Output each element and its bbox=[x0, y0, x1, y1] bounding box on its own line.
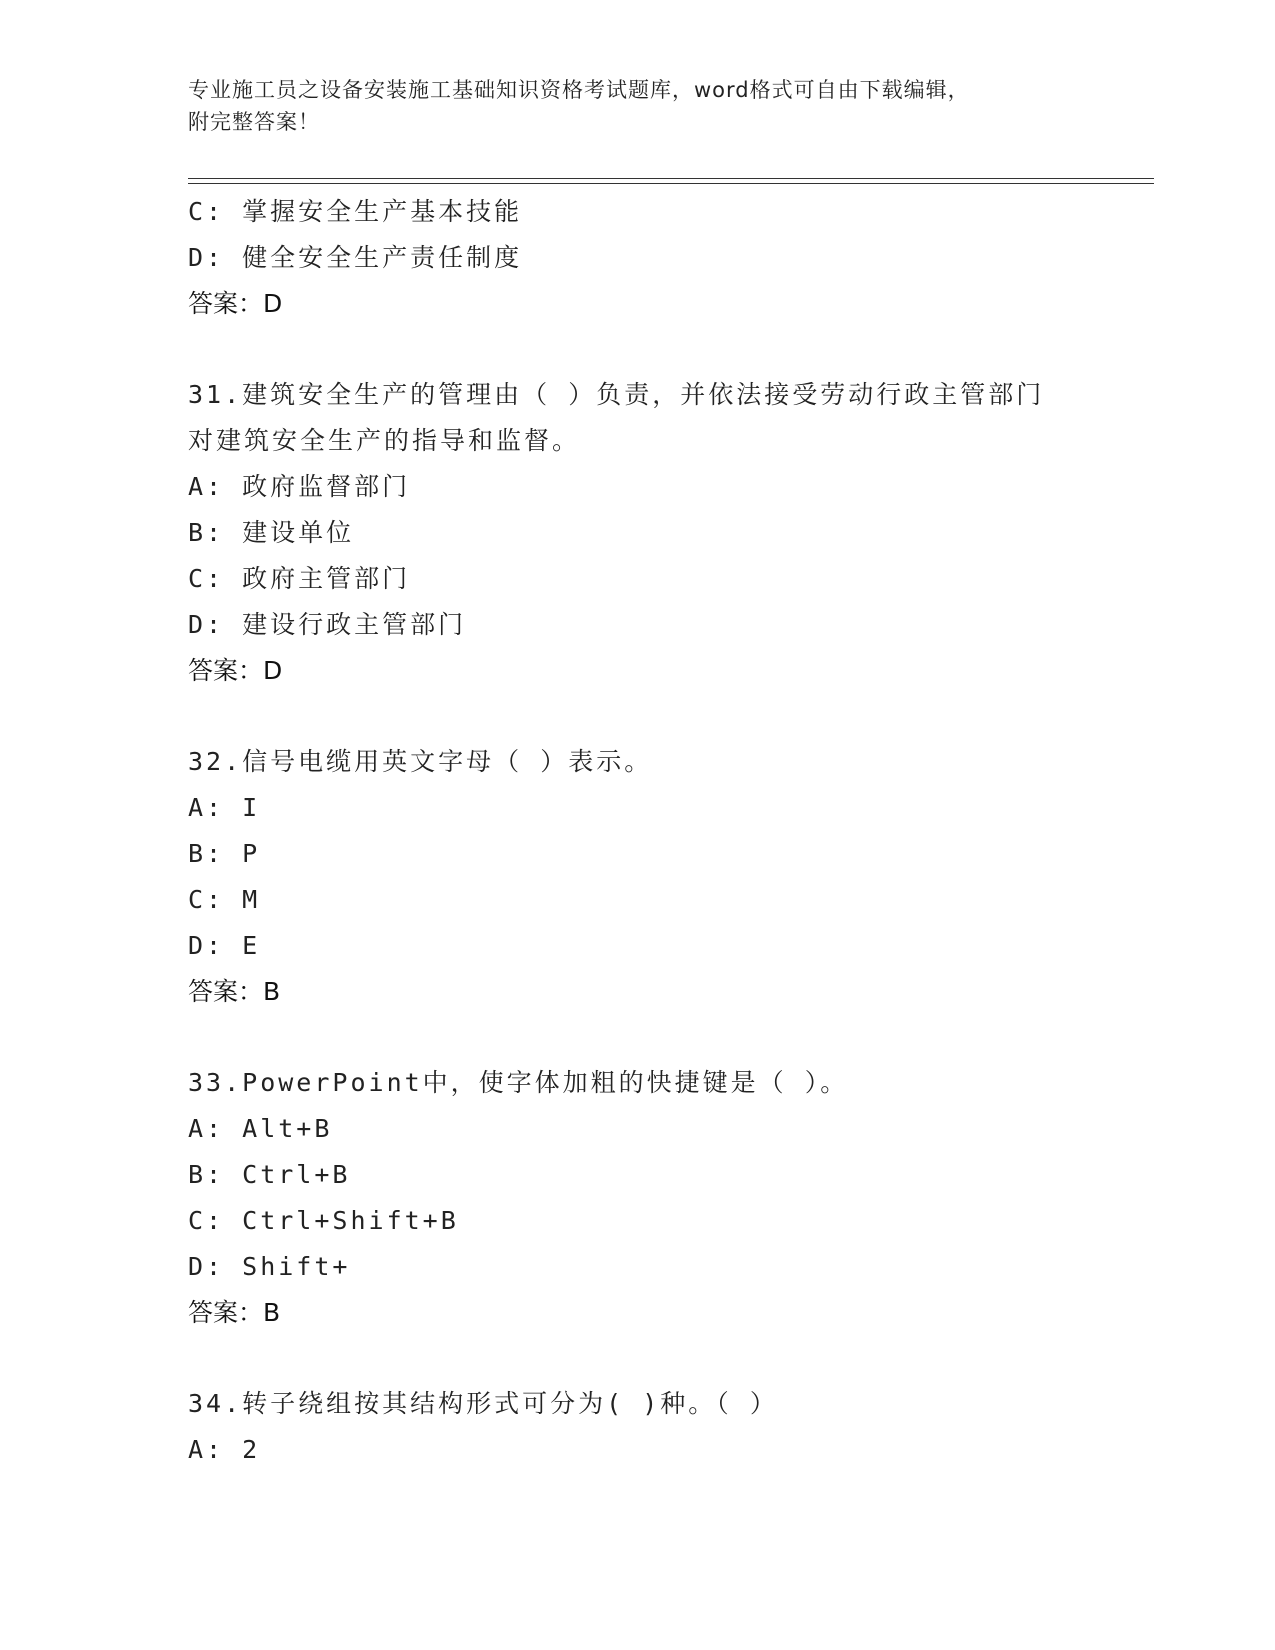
question-text: 31.建筑安全生产的管理由（ ）负责，并依法接受劳动行政主管部门 bbox=[188, 380, 1045, 409]
block-spacer bbox=[188, 694, 1088, 739]
answer-line: 答案：B bbox=[188, 977, 281, 1006]
question-block-32 bbox=[188, 739, 1088, 1015]
option-d: D: Shift+ bbox=[188, 1252, 351, 1281]
header-divider-top bbox=[188, 178, 1154, 179]
block-spacer bbox=[188, 1336, 1088, 1381]
document-header bbox=[188, 74, 1068, 138]
option-c: C: 掌握安全生产基本技能 bbox=[188, 197, 523, 226]
option-a: A: 2 bbox=[188, 1435, 261, 1464]
header-divider-bottom bbox=[188, 183, 1154, 184]
question-block-33 bbox=[188, 1060, 1088, 1336]
question-text: 33.PowerPoint中，使字体加粗的快捷键是（ ）。 bbox=[188, 1068, 849, 1097]
question-text: 32.信号电缆用英文字母（ ）表示。 bbox=[188, 747, 653, 776]
question-text: 34.转子绕组按其结构形式可分为( )种。（ ） bbox=[188, 1389, 778, 1418]
question-text-continued: 对建筑安全生产的指导和监督。 bbox=[188, 426, 581, 455]
option-a: A: 政府监督部门 bbox=[188, 472, 411, 501]
option-c: C: 政府主管部门 bbox=[188, 564, 411, 593]
answer-line: 答案：B bbox=[188, 1298, 281, 1327]
option-d: D: 建设行政主管部门 bbox=[188, 610, 467, 639]
option-a: A: I bbox=[188, 793, 261, 822]
question-list bbox=[188, 189, 1088, 1473]
option-b: B: 建设单位 bbox=[188, 518, 355, 547]
question-block-31 bbox=[188, 372, 1088, 694]
option-d: D: 健全安全生产责任制度 bbox=[188, 243, 523, 272]
option-d: D: E bbox=[188, 931, 261, 960]
option-c: C: M bbox=[188, 885, 261, 914]
block-spacer bbox=[188, 1015, 1088, 1060]
answer-line: 答案：D bbox=[188, 289, 283, 318]
question-block-30 bbox=[188, 189, 1088, 327]
block-spacer bbox=[188, 327, 1088, 372]
option-b: B: P bbox=[188, 839, 261, 868]
option-b: B: Ctrl+B bbox=[188, 1160, 351, 1189]
header-line-1: 专业施工员之设备安装施工基础知识资格考试题库，word格式可自由下载编辑， bbox=[188, 78, 970, 102]
header-line-2: 附完整答案！ bbox=[188, 110, 320, 134]
option-c: C: Ctrl+Shift+B bbox=[188, 1206, 459, 1235]
question-block-34 bbox=[188, 1381, 1088, 1473]
option-a: A: Alt+B bbox=[188, 1114, 333, 1143]
answer-line: 答案：D bbox=[188, 656, 283, 685]
